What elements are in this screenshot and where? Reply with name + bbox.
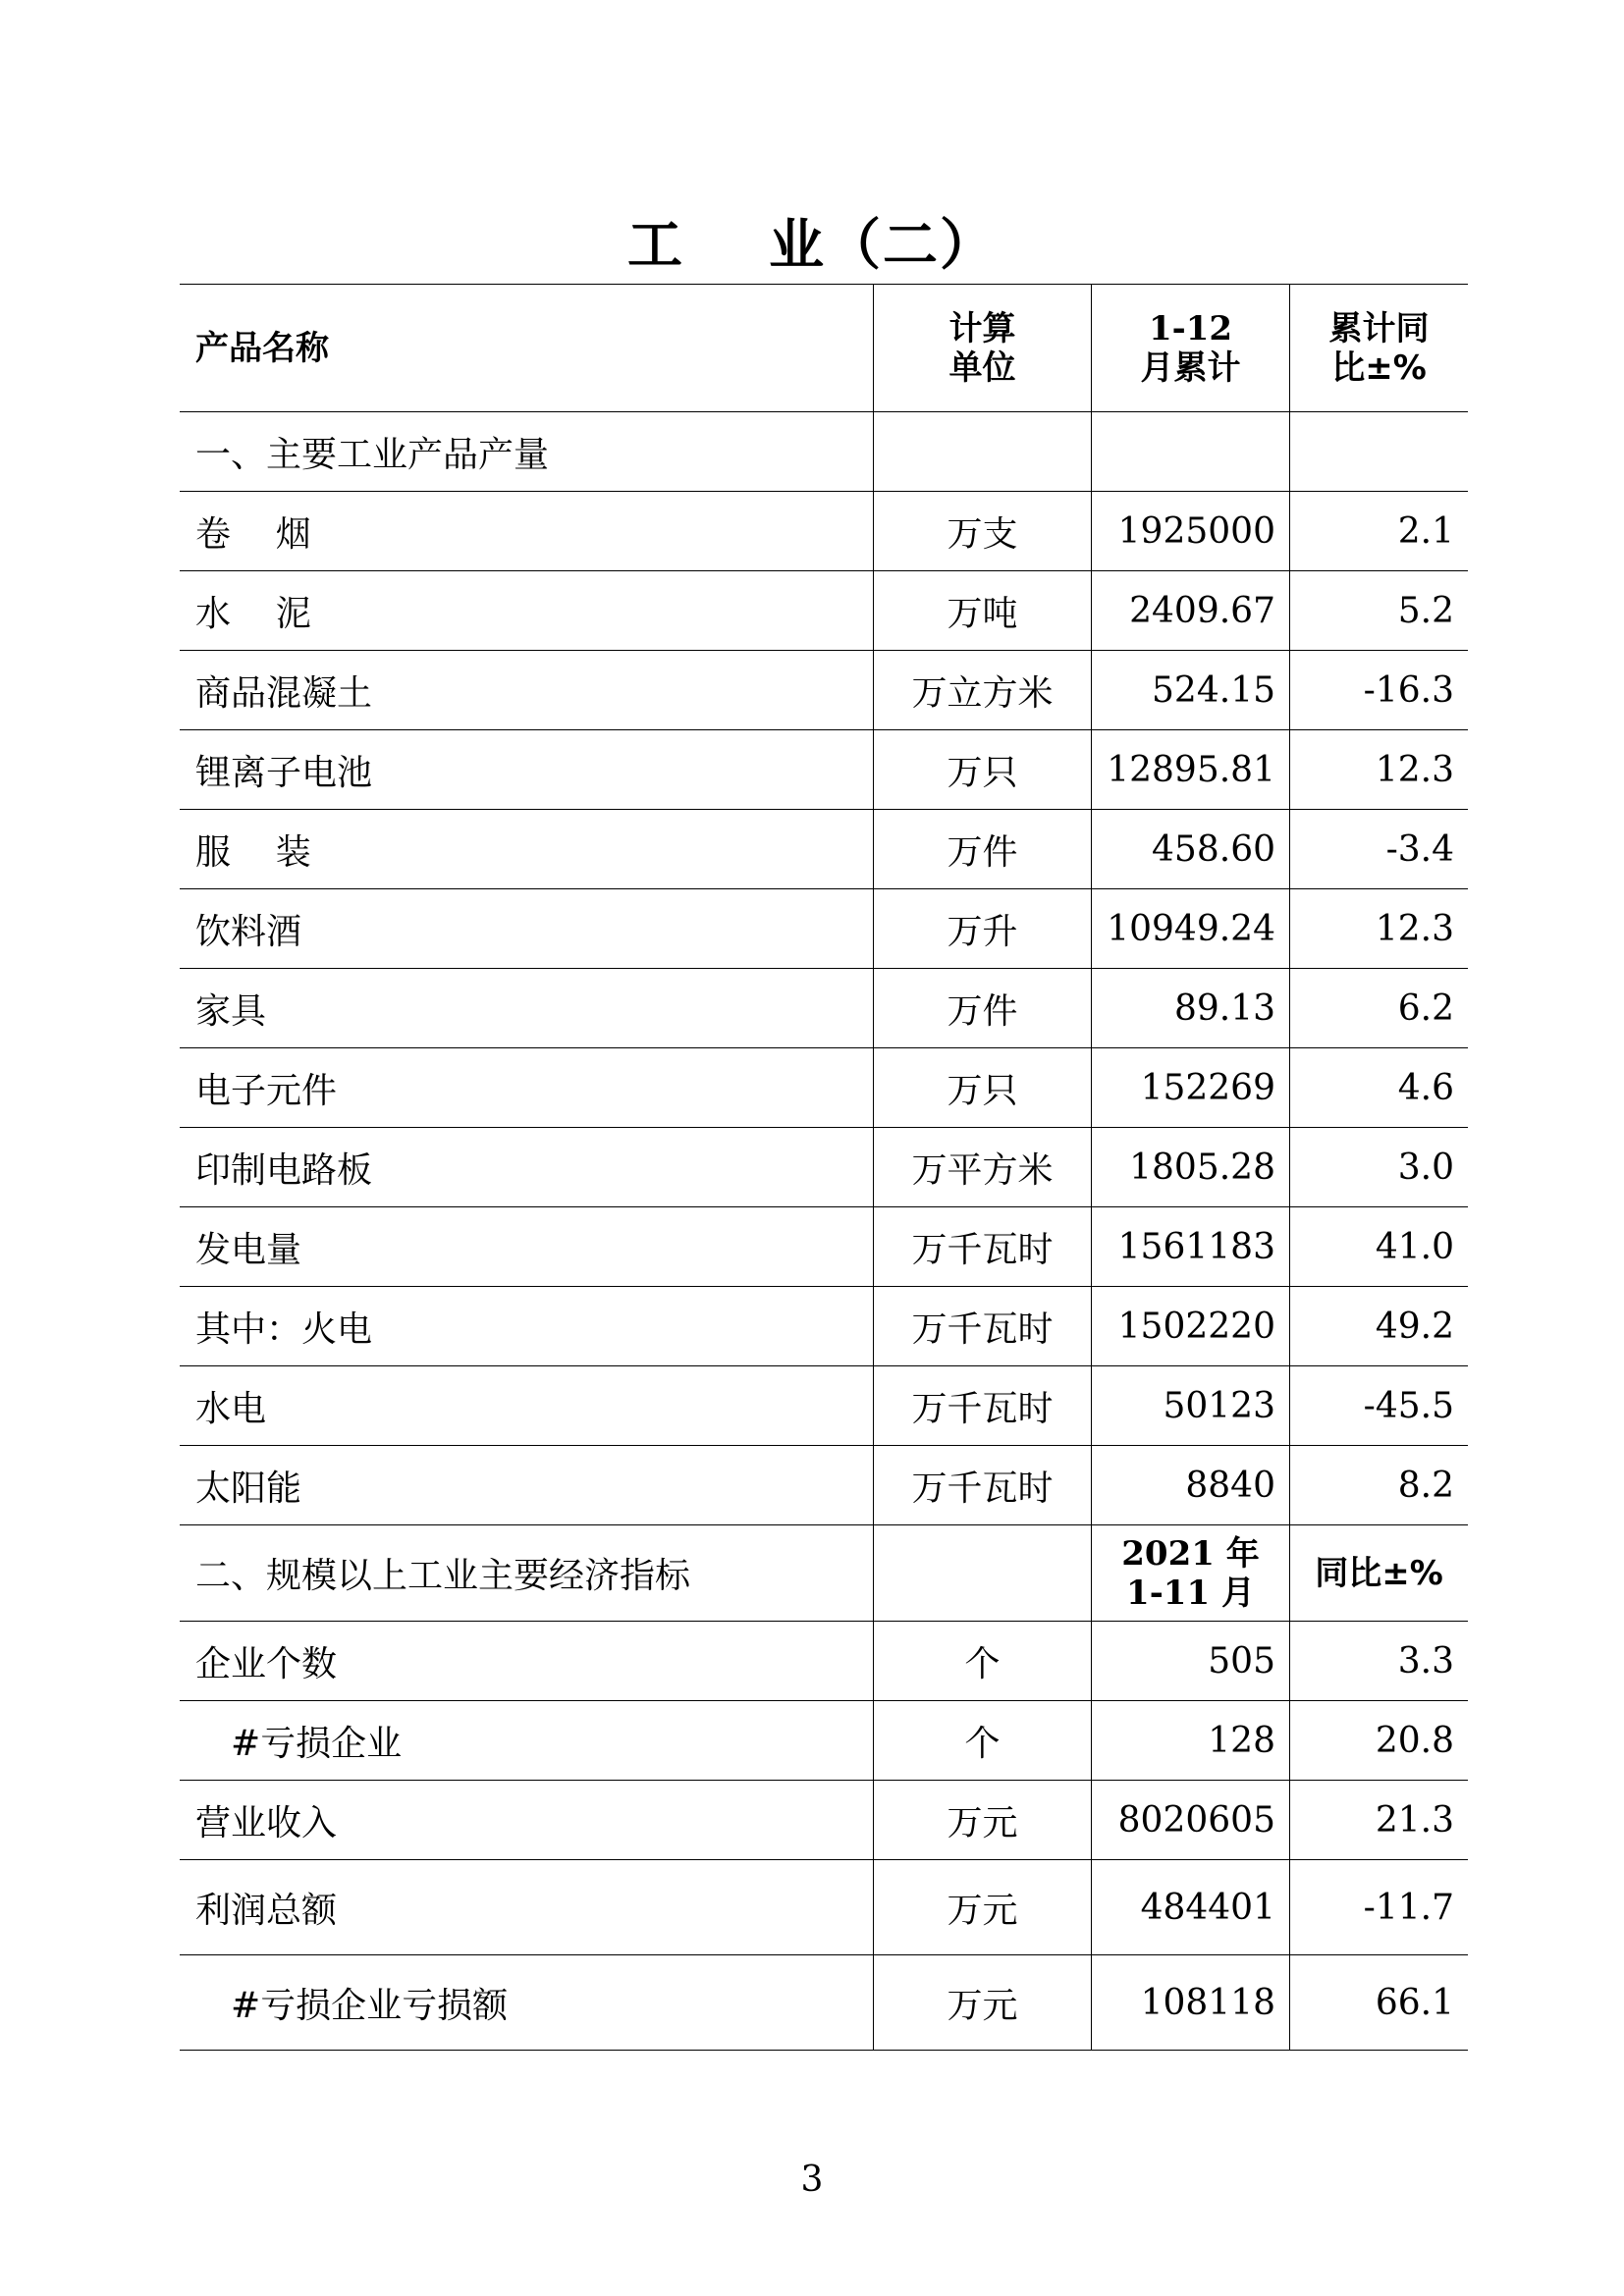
table-row [180,810,1468,889]
product-name-cell: 卷 烟 [180,492,874,571]
yoy-cell: -11.7 [1290,1860,1469,1955]
section2-period-year: 2021 年 [1121,1533,1260,1574]
table-row [180,492,1468,571]
yoy-cell: 2.1 [1290,492,1469,571]
value-cell: 1502220 [1092,1287,1290,1366]
unit-cell: 万千瓦时 [874,1287,1092,1366]
table-row [180,1207,1468,1287]
table-row [180,1048,1468,1128]
section2-period-months: 1-11 月 [1126,1573,1255,1613]
header-cumulative-text: 1-12 月累计 [1140,308,1241,388]
yoy-cell: 3.3 [1290,1622,1469,1701]
section1-body [180,492,1468,1525]
table-row [180,1366,1468,1446]
value-cell: 128 [1092,1701,1290,1781]
value-cell: 505 [1092,1622,1290,1701]
product-name-cell: 其中：火电 [180,1287,874,1366]
value-cell: 1925000 [1092,492,1290,571]
table-row [180,1128,1468,1207]
value-cell: 8840 [1092,1446,1290,1525]
value-cell: 524.15 [1092,651,1290,730]
section2-period [1092,1525,1290,1622]
industry-table [180,284,1468,2051]
yoy-cell: 20.8 [1290,1701,1469,1781]
value-cell: 50123 [1092,1366,1290,1446]
product-name-cell: 太阳能 [180,1446,874,1525]
product-name-cell: 印制电路板 [180,1128,874,1207]
yoy-cell: 49.2 [1290,1287,1469,1366]
unit-cell: 万元 [874,1781,1092,1860]
product-name-cell: 水 泥 [180,571,874,651]
value-cell: 1561183 [1092,1207,1290,1287]
unit-cell: 万立方米 [874,651,1092,730]
page-number: 3 [800,2160,824,2200]
value-cell: 152269 [1092,1048,1290,1128]
yoy-cell: 3.0 [1290,1128,1469,1207]
page-title: 工 业（二） [627,214,997,278]
yoy-cell: 21.3 [1290,1781,1469,1860]
table-row [180,1622,1468,1701]
unit-cell: 万元 [874,1860,1092,1955]
unit-cell: 个 [874,1622,1092,1701]
value-cell: 8020605 [1092,1781,1290,1860]
table-row [180,571,1468,651]
header-product-name: 产品名称 [180,285,874,412]
unit-cell: 万件 [874,810,1092,889]
yoy-cell: -3.4 [1290,810,1469,889]
section2-yoy-header: 同比±% [1290,1525,1469,1622]
value-cell: 10949.24 [1092,889,1290,969]
header-yoy [1290,285,1469,412]
section2-label: 二、规模以上工业主要经济指标 [180,1525,874,1622]
yoy-cell: 8.2 [1290,1446,1469,1525]
product-name-cell: #亏损企业 [180,1701,874,1781]
table-header-row [180,285,1468,412]
table-row [180,1781,1468,1860]
product-name-cell: 锂离子电池 [180,730,874,810]
unit-cell: 万支 [874,492,1092,571]
section1-label: 一、主要工业产品产量 [180,412,874,492]
value-cell: 458.60 [1092,810,1290,889]
unit-cell: 万元 [874,1955,1092,2051]
table-row [180,889,1468,969]
table-row [180,1955,1468,2051]
table-row [180,969,1468,1048]
product-name-cell: 营业收入 [180,1781,874,1860]
yoy-cell: -45.5 [1290,1366,1469,1446]
yoy-cell: 12.3 [1290,889,1469,969]
product-name-cell: 发电量 [180,1207,874,1287]
product-name-cell: 商品混凝土 [180,651,874,730]
table-row [180,1446,1468,1525]
section2-body [180,1622,1468,2051]
value-cell: 12895.81 [1092,730,1290,810]
yoy-cell: 5.2 [1290,571,1469,651]
product-name-cell: 电子元件 [180,1048,874,1128]
header-unit-text: 计算单位 [948,308,1016,388]
table-row [180,730,1468,810]
section1-row [180,412,1468,492]
unit-cell: 个 [874,1701,1092,1781]
value-cell: 108118 [1092,1955,1290,2051]
product-name-cell: #亏损企业亏损额 [180,1955,874,2051]
table-row [180,1701,1468,1781]
unit-cell: 万平方米 [874,1128,1092,1207]
unit-cell: 万只 [874,1048,1092,1128]
unit-cell: 万只 [874,730,1092,810]
table-row [180,651,1468,730]
yoy-cell: 41.0 [1290,1207,1469,1287]
value-cell: 1805.28 [1092,1128,1290,1207]
value-cell: 89.13 [1092,969,1290,1048]
product-name-cell: 饮料酒 [180,889,874,969]
value-cell: 2409.67 [1092,571,1290,651]
header-cumulative [1092,285,1290,412]
value-cell: 484401 [1092,1860,1290,1955]
unit-cell: 万件 [874,969,1092,1048]
yoy-cell: 12.3 [1290,730,1469,810]
product-name-cell: 服 装 [180,810,874,889]
product-name-cell: 家具 [180,969,874,1048]
table-row [180,1287,1468,1366]
unit-cell: 万吨 [874,571,1092,651]
unit-cell: 万千瓦时 [874,1446,1092,1525]
table-row [180,1860,1468,1955]
yoy-cell: 4.6 [1290,1048,1469,1128]
header-yoy-text: 累计同比±% [1328,308,1430,388]
header-unit [874,285,1092,412]
product-name-cell: 水电 [180,1366,874,1446]
yoy-cell: 6.2 [1290,969,1469,1048]
yoy-cell: -16.3 [1290,651,1469,730]
section2-header-row [180,1525,1468,1622]
unit-cell: 万千瓦时 [874,1207,1092,1287]
product-name-cell: 企业个数 [180,1622,874,1701]
yoy-cell: 66.1 [1290,1955,1469,2051]
unit-cell: 万升 [874,889,1092,969]
unit-cell: 万千瓦时 [874,1366,1092,1446]
product-name-cell: 利润总额 [180,1860,874,1955]
